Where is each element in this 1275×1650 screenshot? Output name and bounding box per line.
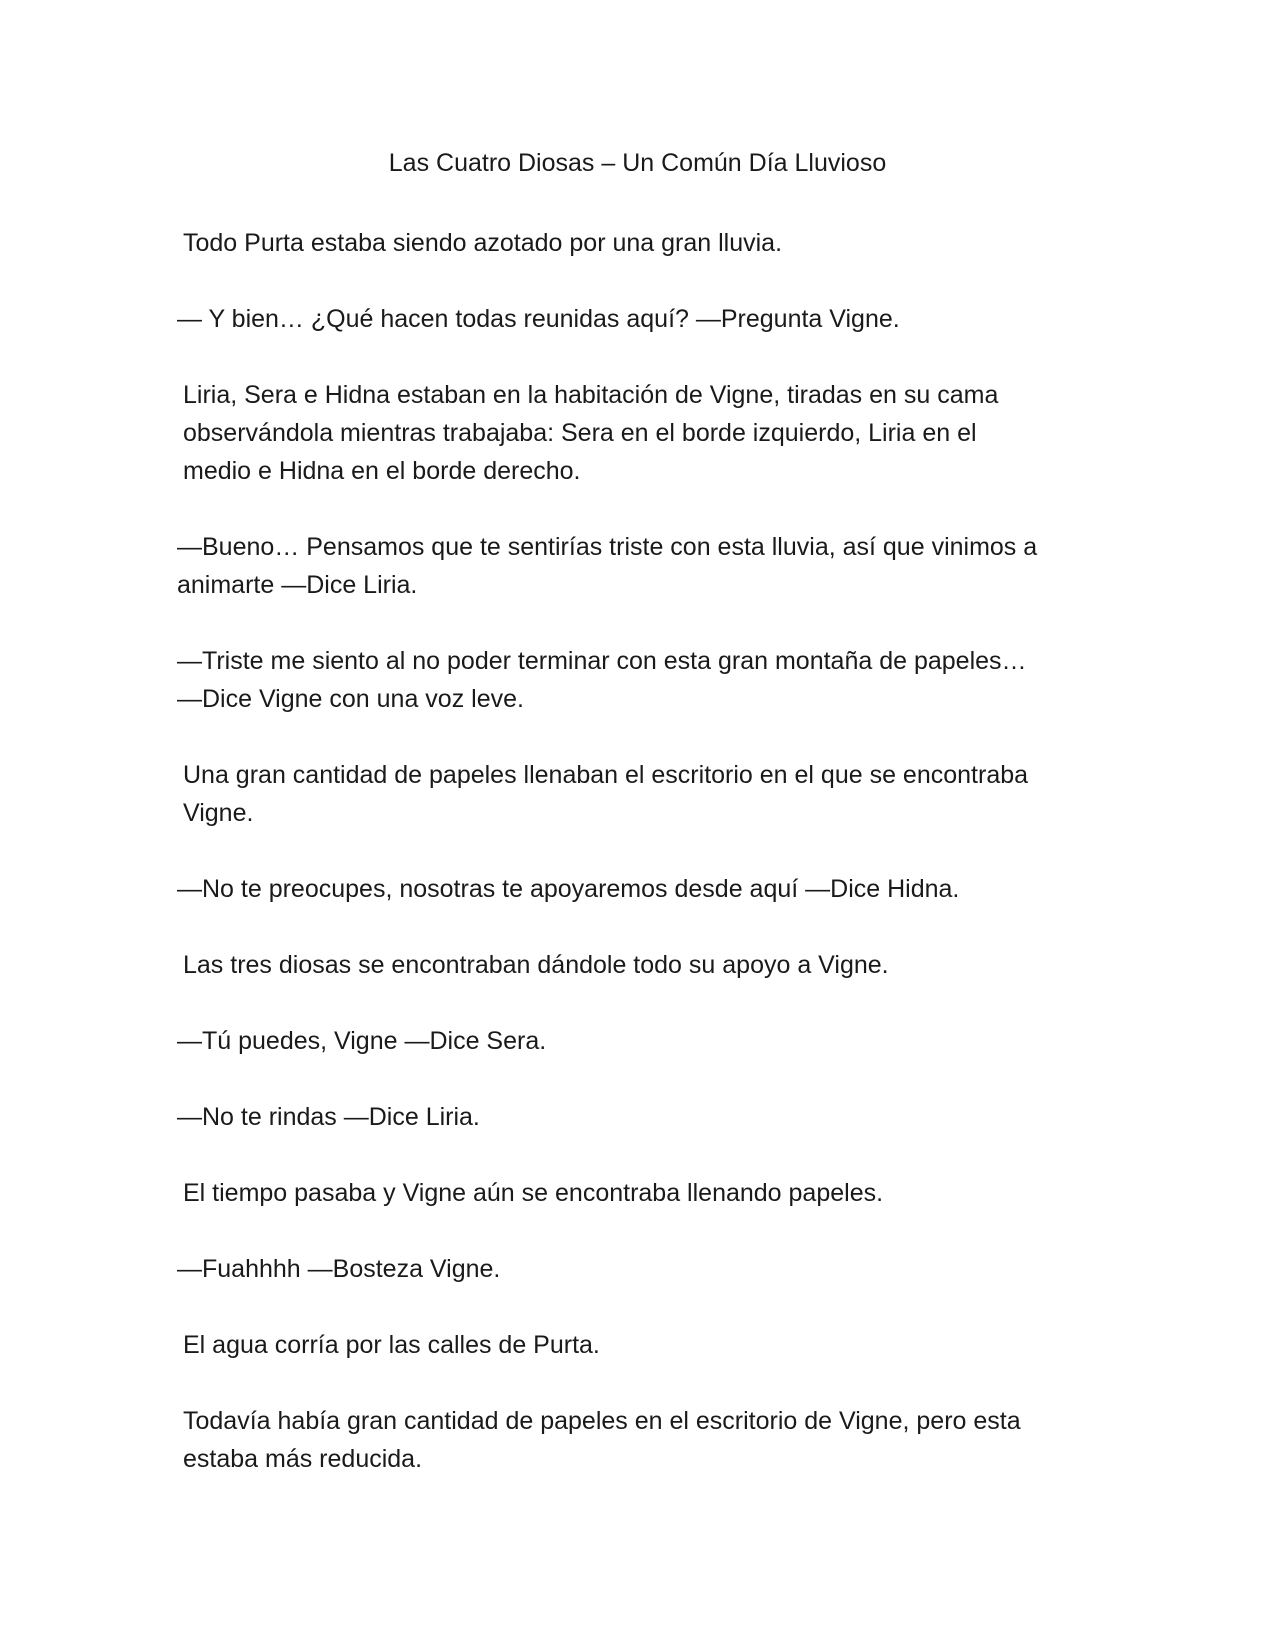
- document-body: [177, 224, 1097, 1516]
- paragraph: [177, 528, 1097, 604]
- paragraph: [177, 1250, 1097, 1288]
- paragraph-line: — Y bien… ¿Qué hacen todas reunidas aquí? —Pregunta Vigne.: [177, 305, 900, 333]
- paragraph: [177, 1022, 1097, 1060]
- paragraph-line: animarte —Dice Liria.: [177, 571, 418, 599]
- paragraph: [177, 1326, 1097, 1364]
- paragraph-line: Las tres diosas se encontraban dándole todo su apoyo a Vigne.: [183, 951, 889, 979]
- paragraph-line: Liria, Sera e Hidna estaban en la habitación de Vigne, tiradas en su cama: [183, 381, 999, 409]
- paragraph-line: observándola mientras trabajaba: Sera en el borde izquierdo, Liria en el: [183, 419, 977, 447]
- paragraph-line: —No te preocupes, nosotras te apoyaremos desde aquí —Dice Hidna.: [177, 875, 960, 903]
- paragraph-line: medio e Hidna en el borde derecho.: [183, 457, 581, 485]
- paragraph-line: Todo Purta estaba siendo azotado por una gran lluvia.: [183, 229, 783, 257]
- paragraph-line: El agua corría por las calles de Purta.: [183, 1331, 600, 1359]
- paragraph-line: —Triste me siento al no poder terminar con esta gran montaña de papeles…: [177, 647, 1027, 675]
- paragraph-line: estaba más reducida.: [183, 1445, 423, 1473]
- paragraph-line: —No te rindas —Dice Liria.: [177, 1103, 480, 1131]
- paragraph: [177, 376, 1097, 490]
- paragraph: [177, 1402, 1097, 1478]
- paragraph-line: —Bueno… Pensamos que te sentirías triste con esta lluvia, así que vinimos a: [177, 533, 1038, 561]
- paragraph-line: —Dice Vigne con una voz leve.: [177, 685, 524, 713]
- paragraph: [177, 300, 1097, 338]
- paragraph: [177, 642, 1097, 718]
- paragraph: [177, 1098, 1097, 1136]
- paragraph-line: Vigne.: [183, 799, 254, 827]
- paragraph-line: —Tú puedes, Vigne —Dice Sera.: [177, 1027, 547, 1055]
- paragraph: [177, 946, 1097, 984]
- paragraph-line: El tiempo pasaba y Vigne aún se encontraba llenando papeles.: [183, 1179, 884, 1207]
- paragraph-line: —Fuahhhh —Bosteza Vigne.: [177, 1255, 501, 1283]
- document-title: Las Cuatro Diosas – Un Común Día Lluvioso: [388, 149, 887, 177]
- paragraph-line: Todavía había gran cantidad de papeles en el escritorio de Vigne, pero esta: [183, 1407, 1021, 1435]
- paragraph: [177, 756, 1097, 832]
- paragraph: [177, 1174, 1097, 1212]
- paragraph-line: Una gran cantidad de papeles llenaban el escritorio en el que se encontraba: [183, 761, 1029, 789]
- paragraph: [177, 870, 1097, 908]
- paragraph: [177, 224, 1097, 262]
